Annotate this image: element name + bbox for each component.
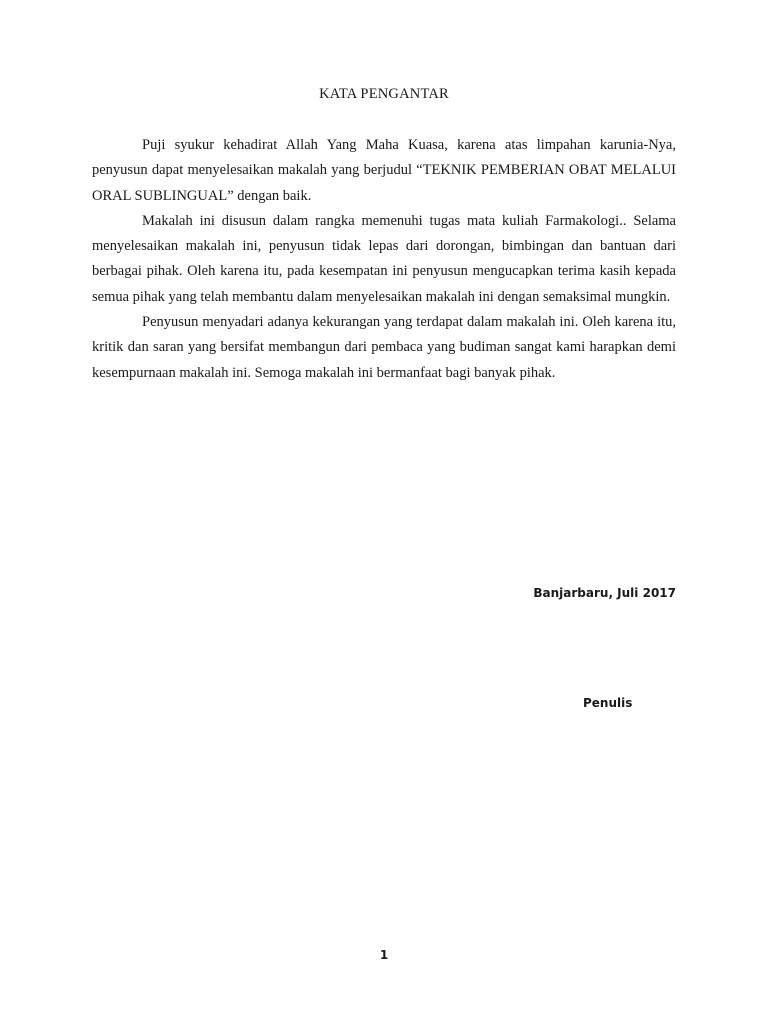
page-title: KATA PENGANTAR [319, 86, 449, 102]
paragraph-1: Puji syukur kehadirat Allah Yang Maha Kuasa, karena atas limpahan karunia-Nya, penyusun dapat menyelesaikan makalah yang berjudul “TEKNIK PEMBERIAN OBAT MELALUI ORAL SUBLINGUAL” dengan baik. [92, 137, 676, 204]
paragraph-3: Penyusun menyadari adanya kekurangan yang terdapat dalam makalah ini. Oleh karena itu, kritik dan saran yang bersifat membangun dari pembaca yang budiman sangat kami harapkan demi kesempurnaan makalah ini. Semoga makalah ini bermanfaat bagi banyak pihak. [92, 314, 676, 381]
place-date: Banjarbaru, Juli 2017 [533, 586, 676, 600]
author-signature: Penulis [583, 696, 633, 710]
page-number: 1 [379, 948, 389, 962]
body-text [92, 133, 676, 386]
paragraph-2: Makalah ini disusun dalam rangka memenuhi tugas mata kuliah Farmakologi.. Selama menyelesaikan makalah ini, penyusun tidak lepas dari dorongan, bimbingan dan bantuan dari berbagai pihak. Oleh karena itu, pada kesempatan ini penyusun mengucapkan terima kasih kepada semua pihak yang telah membantu dalam menyelesaikan makalah ini dengan semaksimal mungkin. [92, 212, 676, 305]
